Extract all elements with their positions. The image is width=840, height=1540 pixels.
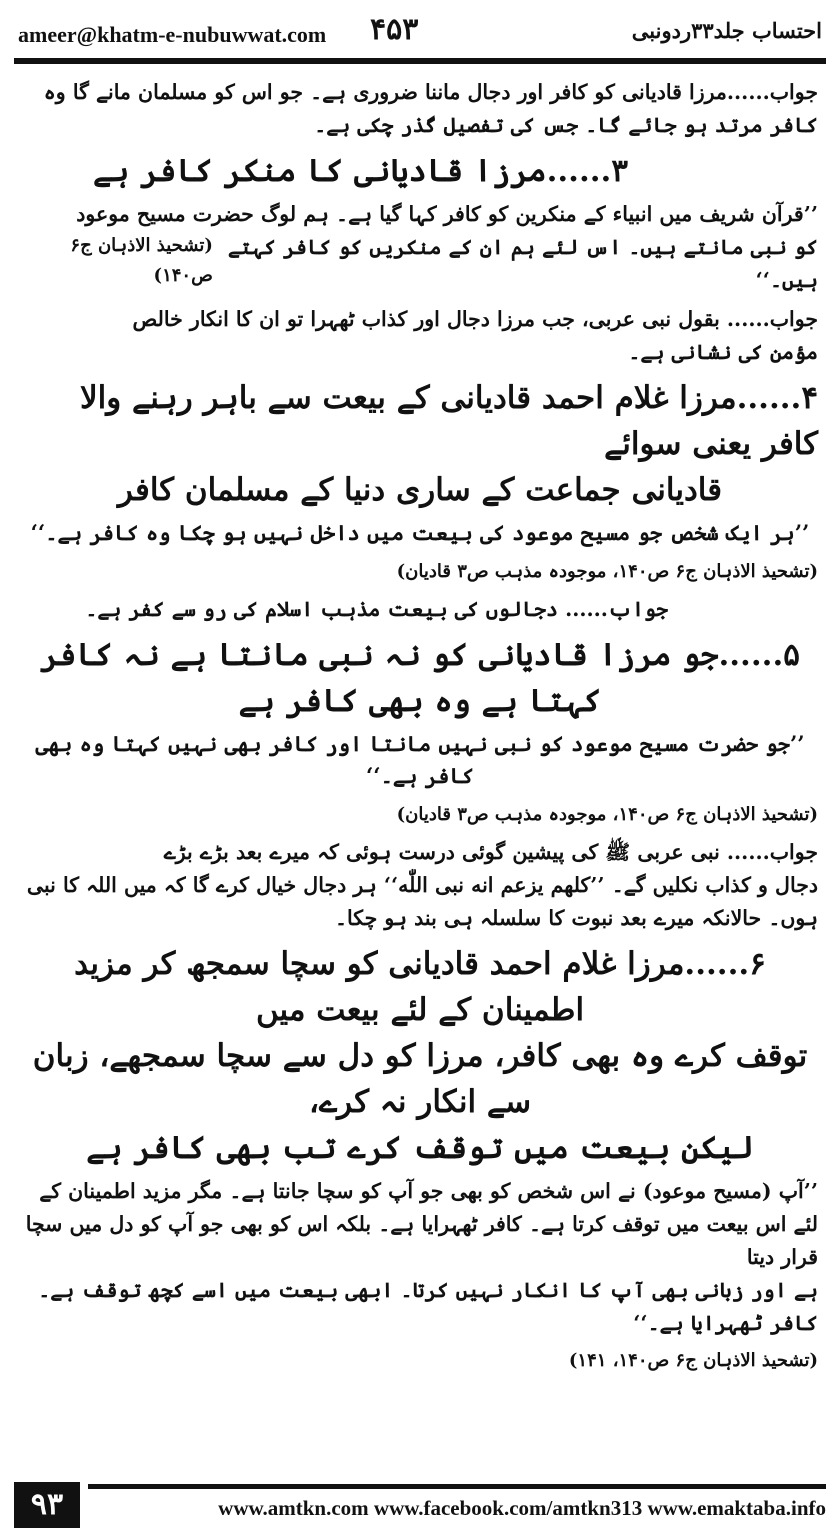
running-title: احتساب جلد۳۳ردونبی (631, 18, 822, 43)
header-rule (14, 58, 826, 64)
text-line: جواب...... نبی عربی ﷺ کی پیشین گوئی درست ہوئی کہ میرے بعد بڑے بڑے (163, 840, 818, 864)
text-line: دجال و کذاب نکلیں گے۔ ’’کلهم یزعم انه نبی اللّٰه‘‘ ہر دجال خیال کرے گا کہ میں اللہ کا نبی (26, 873, 818, 897)
heading-line: قادیانی جماعت کے ساری دنیا کے مسلمان کافر (117, 472, 723, 508)
quote-5: ’’جو حضرت مسیح موعود کو نبی نہیں مانتا اور کافر بھی نہیں کہتا وہ بھی کافر ہے۔‘‘ (35, 731, 805, 788)
reference-4: (تشحیذ الاذہان ج۶ ص۱۴۰، موجودہ مذہب ص۳ قادیان) (396, 561, 818, 582)
answer-3 (22, 303, 818, 369)
heading-line: ۶......مرزا غلام احمد قادیانی کو سچا سمجھ کر مزید اطمینان کے لئے بیعت میں (74, 946, 766, 1028)
heading-5: ۵......جو مرزا قادیانی کو نہ نبی مانتا ہے نہ کافر کہتا ہے وہ بھی کافر ہے (40, 637, 800, 719)
answer-4: جواب...... دجالوں کی بیعت مذہب اسلام کی رو سے کفر ہے۔ (85, 597, 668, 621)
heading-line: توقف کرے وہ بھی کافر، مرزا کو دل سے سچا سمجھے، زبان سے انکار نہ کرے، (32, 1038, 808, 1120)
quote-3 (22, 198, 818, 297)
header-page-number: ۴۵۳ (370, 12, 419, 47)
page-body (22, 76, 818, 1382)
text-line: جواب...... بقول نبی عربی، جب مرزا دجال اور کذاب ٹھہرا تو ان کا انکار خالص (132, 307, 818, 331)
text-line: ہے اور زبانی بھی آپ کا انکار نہیں کرتا۔ ابھی بیعت میں اسے کچھ توقف ہے۔ کافر ٹھہرایا ہے۔‘‘ (38, 1278, 818, 1335)
heading-line: لیکن بیعت میں توقف کرے تب بھی کافر ہے (86, 1130, 754, 1166)
quote-6 (22, 1175, 818, 1340)
text-line: کو نبی مانتے ہیں۔ اس لئے ہم ان کے منکریں کو کافر کہتے ہیں۔‘‘ (227, 235, 818, 292)
header-email: ameer@khatm-e-nubuwwat.com (18, 22, 327, 47)
reference-6: (تشحیذ الاذہان ج۶ ص۱۴۰، ۱۴۱) (568, 1350, 818, 1371)
page-header (18, 14, 822, 54)
text-line: مؤمن کی نشانی ہے۔ (628, 340, 818, 364)
footer-rule (88, 1484, 826, 1489)
quote-4: ’’ہر ایک شخص جو مسیح موعود کی بیعت میں داخل نہیں ہو چکا وہ کافر ہے۔‘‘ (30, 520, 810, 545)
heading-3: ۳......مرزا قادیانی کا منکر کافر ہے (93, 153, 628, 189)
answer-2 (22, 76, 818, 142)
reference-3: (تشحیذ الاذہان ج۶ ص۱۴۰) (70, 235, 213, 286)
answer-5 (22, 836, 818, 935)
text-line: کافر مرتد ہو جائے گا۔ جس کی تفصیل گذر چکی ہے۔ (314, 113, 818, 137)
heading-6 (22, 941, 818, 1171)
heading-4 (22, 375, 818, 513)
text-line: لئے اس بیعت میں توقف کرتا ہے۔ کافر ٹھہرایا ہے۔ بلکہ اس کو بھی جو آپ کو دل میں سچا قرار دیتا (25, 1212, 818, 1269)
text-line: ’’قرآن شریف میں انبیاء کے منکرین کو کافر کہا گیا ہے۔ ہم لوگ حضرت مسیح موعود (76, 202, 818, 226)
footer-urls: www.amtkn.com www.facebook.com/amtkn313 www.emaktaba.info (218, 1496, 826, 1520)
text-line: جواب......مرزا قادیانی کو کافر اور دجال ماننا ضروری ہے۔ جو اس کو مسلمان مانے گا وہ (43, 80, 818, 104)
page-footer (14, 1482, 826, 1528)
reference-5: (تشحیذ الاذہان ج۶ ص۱۴۰، موجودہ مذہب ص۳ قادیان) (396, 804, 818, 825)
footer-page-number: ۹۳ (14, 1482, 80, 1528)
quote-3-last-line (22, 231, 818, 297)
text-line: ہوں۔ حالانکہ میرے بعد نبوت کا سلسلہ ہی بند ہو چکا۔ (335, 906, 818, 930)
heading-line: ۴......مرزا غلام احمد قادیانی کے بیعت سے باہر رہنے والا کافر یعنی سوائے (79, 380, 818, 462)
text-line: ’’آپ (مسیح موعود) نے اس شخص کو بھی جو آپ کو سچا جانتا ہے۔ مگر مزید اطمینان کے (39, 1179, 818, 1203)
